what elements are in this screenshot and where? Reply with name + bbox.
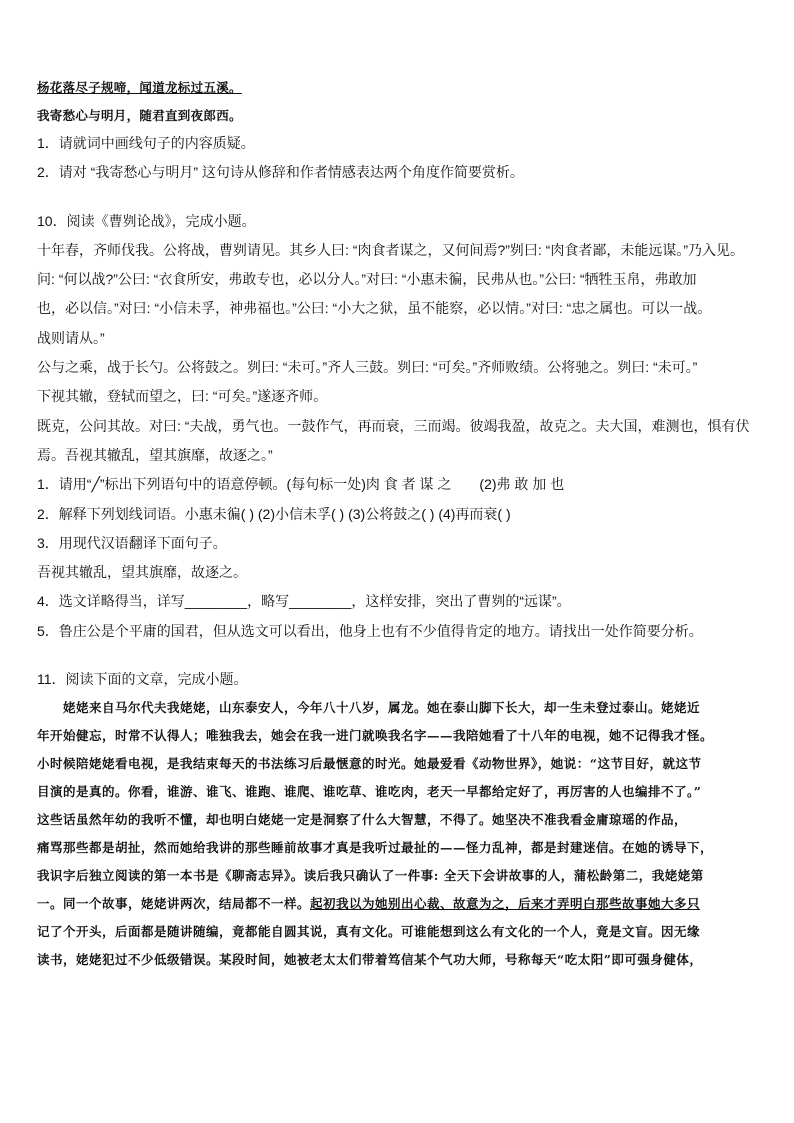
- document-content: [37, 74, 759, 974]
- passage-line: 也，必以信。”对曰: “小信未孚，神弗福也。”公曰: “小大之狱，虽不能察，必以情。”对曰: “忠之属也。可以一战。: [37, 300, 712, 317]
- question-item: 5．鲁庄公是个平庸的国君，但从选文可以看出，他身上也有不少值得肯定的地方。请找出一处作简要分析。: [37, 622, 703, 639]
- story-line: 目演的是真的。你看，谁游、谁飞、谁跑、谁爬、谁吃草、谁吃肉，老天一早都给定好了，再厉害的人也编排不了。”: [37, 784, 702, 800]
- story-passage: [37, 694, 759, 974]
- passage-line: 问: “何以战?”公曰: “衣食所安，弗敢专也，必以分人。”对曰: “小惠未徧，民弗从也。”公曰: “牺牲玉帛，弗敢加: [37, 271, 697, 288]
- story-line: 我识字后独立阅读的第一本书是《聊斋志异》。读后我只确认了一件事: 全天下会讲故事的人，蒲松龄第二，我姥姥第: [37, 868, 704, 884]
- passage-line: 公与之乘，战于长勺。公将鼓之。刿曰: “未可。”齐人三鼓。刿曰: “可矣。”齐师败绩。公将驰之。刿曰: “未可。”: [37, 359, 698, 376]
- passage-line: 下视其辙，登轼而望之，曰: “可矣。”遂逐齐师。: [37, 388, 328, 405]
- section-heading-10: 10．阅读《曹刿论战》，完成小题。: [37, 212, 256, 229]
- passage-line: 十年春，齐师伐我。公将战，曹刿请见。其乡人曰: “肉食者谋之，又何间焉?”刿曰: “肉食者鄙，未能远谋。”乃入见。: [37, 241, 744, 258]
- question-list-10: [37, 470, 759, 646]
- question-item: 吾视其辙乱，望其旗靡，故逐之。: [37, 564, 247, 581]
- story-line: [37, 890, 759, 918]
- story-line: 年开始健忘，时常不认得人；唯独我去，她会在我一进门就唤我名字——我陪她看了十八年的电视，她不记得我才怪。: [37, 728, 714, 744]
- passage-line: 战则请从。”: [37, 329, 105, 346]
- question-item: 2．请对 “我寄愁心与明月” 这句诗从修辞和作者情感表达两个角度作简要赏析。: [37, 164, 524, 181]
- story-line: 姥姥来自马尔代夫我姥姥，山东泰安人，今年八十八岁，属龙。她在泰山脚下长大，却一生未登过泰山。姥姥近: [63, 700, 701, 716]
- passage-caogui: [37, 236, 759, 470]
- underlined-sentence: 起初我以为她别出心裁、故意为之，后来才弄明白那些故事她大多只: [310, 896, 701, 912]
- question-item: 1．请用“╱”标出下列语句中的语意停顿。(每句标一处)肉 食 者 谋 之 (2)弗 敢 加 也: [37, 476, 565, 493]
- question-item: 3．用现代汉语翻译下面句子。: [37, 534, 227, 551]
- story-line: 痛骂那些都是胡扯，然而她给我讲的那些睡前故事才真是我听过最扯的——怪力乱神，都是封建迷信。在她的诱导下，: [37, 840, 714, 856]
- poem-line-1: 杨花落尽子规啼，闻道龙标过五溪。: [37, 80, 242, 95]
- question-item: 2．解释下列划线词语。小惠未徧( ) (2)小信未孚( ) (3)公将鼓之( ) (4)再而衰( ): [37, 505, 511, 522]
- story-line: 这些话虽然年幼的我听不懂，却也明白姥姥一定是洞察了什么大智慧，不得了。她坚决不准我看金庸琼瑶的作品，: [37, 812, 688, 828]
- story-line: 读书，姥姥犯过不少低级错误。某段时间，她被老太太们带着笃信某个气功大师，号称每天“吃太阳”即可强身健体，: [37, 952, 703, 968]
- poem-line-2: 我寄愁心与明月，随君直到夜郎西。: [37, 107, 242, 123]
- question-item: 1．请就词中画线句子的内容质疑。: [37, 135, 255, 151]
- question-item: 4．选文详略得当，详写________，略写________，这样安排，突出了曹刿的“远谋”。: [37, 593, 571, 610]
- story-line: 记了个开头，后面都是随讲随编，竟都能自圆其说，真有文化。可谁能想到这么有文化的一个人，竟是文盲。因无缘: [37, 924, 701, 940]
- story-line-text: 一。同一个故事，姥姥讲两次，结局都不一样。: [37, 896, 311, 912]
- passage-line: 既克，公问其故。对曰: “夫战，勇气也。一鼓作气，再而衰，三而竭。彼竭我盈，故克之。夫大国，难测也，惧有伏: [37, 417, 750, 434]
- story-line: 小时候陪姥姥看电视，是我结束每天的书法练习后最惬意的时光。她最爱看《动物世界》，她说：“这节目好，就这节: [37, 756, 702, 772]
- passage-line: 焉。吾视其辙乱，望其旗靡，故逐之。”: [37, 446, 273, 463]
- section-heading-11: 11．阅读下面的文章，完成小题。: [37, 671, 248, 688]
